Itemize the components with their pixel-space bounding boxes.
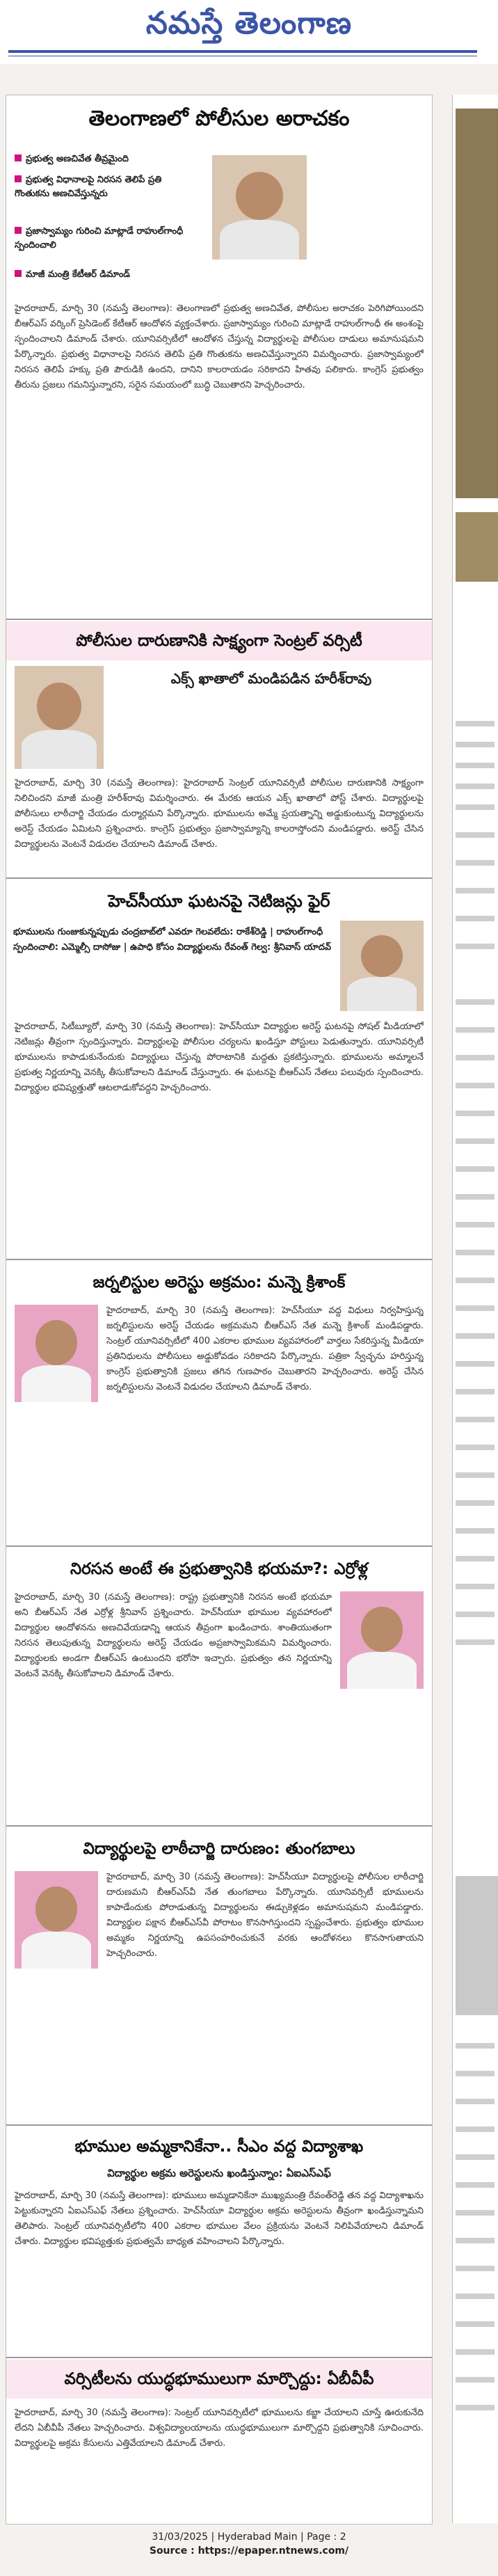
article-body: హైదరాబాద్, సిటీబ్యూరో, మార్చి 30 (నమస్తే తెలంగాణ): హెచ్‌సీయూ విద్యార్థుల అరెస్ట్ ఘటనపై సోషల్ మీడియాలో నెటిజన్లు తీవ్రంగా స్పందిస్తున్నారు. విద్యార్థులపై పోలీసుల చర్యలను ఖండిస్తూ పోస్టులు పెడుతున్నారు. యూనివర్సిటీ భూములను కాపాడుకునేందుకు విద్యార్థులు చేస్తున్న పోరాటానికి మద్దతు ప్రకటిస్తున్నారు. భూములను అమ్మాలనే ప్రభుత్వ నిర్ణయాన్ని వెనక్కి తీసుకోవాలని డిమాండ్ చేస్తున్నారు. ఈ ఘటనపై బీఆర్‌ఎస్ నేతలు పలువురు స్పందించారు. విద్యార్థుల భవిష్యత్తుతో ఆటలాడుకోవద్దని హెచ్చరించారు. xyxy=(15,1021,424,1093)
adjacent-text-line xyxy=(456,999,495,1005)
adjacent-text-line xyxy=(456,784,495,789)
adjacent-text-line xyxy=(456,742,495,747)
article-subheadline: భూములను గుంజుకున్నప్పుడు చంద్రబాబ్‌లో ఎవరూ గెలవలేదు: రాకేశ్‌రెడ్డి | రాహుల్‌గాంధీ స్పందించాలి: ఎమ్మెల్సీ దాసోజు | ఉపాధి కోసం విద్యార్థులను రేవంత్ గెల్వ: శ్రీనివాస్ యాదవ్ xyxy=(13,927,332,953)
article-body: హైదరాబాద్, మార్చి 30 (నమస్తే తెలంగాణ): రాష్ట్ర ప్రభుత్వానికి నిరసన అంటే భయమా అని బీఆర్‌ఎస్ నేత ఎర్రోళ్ల శ్రీనివాస్ ప్రశ్నించారు. హెచ్‌సీయూ భూముల వ్యవహారంలో విద్యార్థుల ఆందోళనను అణచివేయడాన్ని ఆయన తీవ్రంగా ఖండించారు. శాంతియుతంగా నిరసన తెలుపుతున్న విద్యార్థులను అరెస్ట్ చేయడం అప్రజాస్వామికమని విమర్శించారు. విద్యార్థులకు అండగా బీఆర్‌ఎస్ ఉంటుందని భరోసా ఇచ్చారు. ప్రభుత్వం తన నిర్ణయాన్ని వెంటనే వెనక్కి తీసుకోవాలని డిమాండ్ చేశారు. xyxy=(15,1592,332,1679)
bullet-square-icon xyxy=(15,175,22,182)
adjacent-text-line xyxy=(456,1584,495,1589)
adjacent-text-line xyxy=(456,860,495,866)
bullet-square-icon xyxy=(15,154,22,161)
adjacent-text-line xyxy=(456,916,495,921)
footer-edition-info: 31/03/2025 | Hyderabad Main | Page : 2 xyxy=(152,2531,346,2543)
article-subheadline: విద్యార్థుల అక్రమ అరెస్టులను ఖండిస్తున్నాం: ఏఐఎస్‌ఎఫ్ xyxy=(107,2167,331,2179)
article-headline: వర్సిటీలను యుద్ధభూములుగా మార్చొద్దు: ఏబీవీపీ xyxy=(6,2360,432,2399)
adjacent-text-line xyxy=(456,2238,495,2243)
bullet-square-icon xyxy=(15,270,22,277)
adjacent-text-line xyxy=(456,1250,495,1255)
photo-face xyxy=(361,1607,403,1651)
page-footer xyxy=(0,2530,498,2558)
article-krishank xyxy=(6,1262,432,1543)
adjacent-text-line xyxy=(456,2349,495,2355)
adjacent-text-line xyxy=(456,1612,495,1617)
adjacent-text-line xyxy=(456,2182,495,2188)
article-separator xyxy=(6,877,432,879)
adjacent-text-line xyxy=(456,2099,495,2104)
adjacent-text-line xyxy=(456,2266,495,2271)
adjacent-text-line xyxy=(456,1472,495,1478)
article-body: హైదరాబాద్, మార్చి 30 (నమస్తే తెలంగాణ): భూములు అమ్మడానికేనా ముఖ్యమంత్రి రేవంత్‌రెడ్డి తన వద్ద విద్యాశాఖను పెట్టుకున్నారని ఏఐఎస్‌ఎఫ్ నేతలు ప్రశ్నించారు. హెచ్‌సీయూ విద్యార్థుల అక్రమ అరెస్టులను తీవ్రంగా ఖండిస్తున్నామని తెలిపారు. సెంట్రల్ యూనివర్సిటీలోని 400 ఎకరాల భూముల వేలం ప్రక్రియను వెంటనే నిలిపివేయాలని డిమాండ్ చేశారు. విద్యార్థుల భవిష్యత్తుకు ప్రభుత్వమే బాధ్యత వహించాలని పేర్కొన్నారు. xyxy=(15,2191,424,2247)
adjacent-text-line xyxy=(456,1166,495,1172)
adjacent-text-line xyxy=(456,1055,495,1060)
adjacent-text-line xyxy=(456,2126,495,2132)
article-separator xyxy=(6,1259,432,1260)
adjacent-text-line xyxy=(456,2293,495,2299)
article-separator xyxy=(6,2357,432,2358)
article-bullet: మాజీ మంత్రి కేటీఆర్ డిమాండ్ xyxy=(15,268,197,282)
adjacent-text-line xyxy=(456,1528,495,1534)
article-headline: భూముల అమ్మకానికేనా.. సీఎం వద్ద విద్యాశాఖ xyxy=(74,2138,364,2156)
errolla-photo xyxy=(340,1591,424,1689)
adjacent-column-strip xyxy=(452,95,498,2523)
photo-shirt xyxy=(347,977,417,1011)
adjacent-text-line xyxy=(456,1556,495,1561)
adjacent-text-line xyxy=(456,1333,495,1339)
article-harish xyxy=(6,621,432,875)
adjacent-text-line xyxy=(456,1278,495,1283)
masthead xyxy=(0,0,498,64)
adjacent-text-line xyxy=(456,1194,495,1200)
article-bullet: ప్రజాస్వామ్యం గురించి మాట్లాడే రాహుల్‌గాంధీ స్పందించాలి xyxy=(15,226,184,251)
adjacent-text-line xyxy=(456,888,495,893)
masthead-title: నమస్తే తెలంగాణ xyxy=(145,6,353,41)
photo-shirt xyxy=(22,1365,92,1402)
bullet-square-icon xyxy=(15,227,22,234)
article-ktr xyxy=(6,95,432,617)
adjacent-photo xyxy=(456,512,498,582)
photo-face xyxy=(37,683,81,730)
article-tungabalu xyxy=(6,1828,432,2122)
adjacent-text-line xyxy=(456,804,495,810)
article-subheadline: ఎక్స్ ఖాతాలో మండిపడిన హరీశ్‌రావు xyxy=(170,670,372,687)
masthead-rule xyxy=(8,50,477,53)
adjacent-photo xyxy=(456,109,498,498)
adjacent-text-line xyxy=(456,2154,495,2160)
adjacent-text-line xyxy=(456,1222,495,1227)
article-separator xyxy=(6,2124,432,2126)
adjacent-text-line xyxy=(456,832,495,838)
article-separator xyxy=(6,619,432,620)
article-bullet: ప్రభుత్వ అణచివేత తీవ్రమైంది xyxy=(15,152,197,166)
photo-shirt xyxy=(22,1932,92,1969)
photo-face xyxy=(236,172,283,220)
article-abvp xyxy=(6,2360,432,2521)
adjacent-text-line xyxy=(456,2377,495,2383)
article-body: హైదరాబాద్, మార్చి 30 (నమస్తే తెలంగాణ): హైదరాబాద్ సెంట్రల్ యూనివర్సిటీ పోలీసుల దారుణానికి సాక్ష్యంగా నిలిచిందని మాజీ మంత్రి హరీశ్‌రావు విమర్శించారు. ఈ మేరకు ఆయన ఎక్స్ ఖాతాలో పోస్ట్ చేశారు. విద్యార్థులపై పోలీసులు లాఠీచార్జి చేయడం దుర్మార్గమని పేర్కొన్నారు. భూములను అమ్మే ప్రయత్నాన్ని అడ్డుకుంటున్న విద్యార్థులను అరెస్ట్ చేయడం ఏమిటని ప్రశ్నించారు. కాంగ్రెస్ ప్రభుత్వం ప్రజాస్వామ్యాన్ని కాలరాస్తోందని మండిపడ్డారు. అరెస్ట్ చేసిన విద్యార్థులను వెంటనే విడుదల చేయాలని డిమాండ్ చేశారు. xyxy=(15,778,424,850)
adjacent-photo xyxy=(456,1876,498,2015)
adjacent-text-line xyxy=(456,2043,495,2049)
adjacent-text-line xyxy=(456,1138,495,1144)
article-headline: నిరసన అంటే ఈ ప్రభుత్వానికి భయమా?: ఎర్రోళ్ల xyxy=(70,1560,369,1578)
rakesh-reddy-photo xyxy=(340,921,424,1011)
adjacent-text-line xyxy=(456,2321,495,2327)
tungabalu-photo xyxy=(15,1871,98,1969)
article-netizens xyxy=(6,880,432,1256)
adjacent-text-line xyxy=(456,1027,495,1033)
article-headline: జర్నలిస్టుల అరెస్టు అక్రమం: మన్నె క్రిశాంక్ xyxy=(93,1273,346,1291)
adjacent-text-line xyxy=(456,2071,495,2076)
adjacent-text-line xyxy=(456,1111,495,1116)
adjacent-text-line xyxy=(456,1389,495,1394)
ktr-photo xyxy=(212,155,307,260)
krishank-photo xyxy=(15,1305,98,1402)
article-body: హైదరాబాద్, మార్చి 30 (నమస్తే తెలంగాణ): తెలంగాణలో ప్రభుత్వ అణచివేత, పోలీసుల అరాచకం పెరిగిపోయిందని బీఆర్‌ఎస్ వర్కింగ్ ప్రెసిడెంట్ కేటీఆర్ ఆందోళన వ్యక్తంచేశారు. ప్రజాస్వామ్యం గురించి మాట్లాడే రాహుల్‌గాంధీ ఈ అంశంపై స్పందించాలని డిమాండ్ చేశారు. యూనివర్సిటీలో ఆందోళన చేస్తున్న విద్యార్థులపై పోలీసుల దాడులు అమానుషమని పేర్కొన్నారు. ప్రభుత్వ విధానాలపై నిరసన తెలిపే ప్రతి గొంతుకను అణచివేస్తున్నారని విమర్శించారు. ప్రజాస్వామ్యంలో నిరసన తెలిపే హక్కు ప్రతి పౌరుడికి ఉందని, దానిని కాలరాయడం సరికాదని హితవు పలికారు. కాంగ్రెస్ ప్రభుత్వం తీరును ప్రజలు గమనిస్తున్నారని, సరైన సమయంలో బుద్ధి చెబుతారని హెచ్చరించారు. xyxy=(15,303,424,390)
harish-photo xyxy=(15,666,104,769)
adjacent-text-line xyxy=(456,763,495,768)
article-headline: తెలంగాణలో పోలీసుల అరాచకం xyxy=(88,106,350,131)
photo-shirt xyxy=(22,730,97,769)
adjacent-text-line xyxy=(456,2210,495,2216)
article-body: హైదరాబాద్, మార్చి 30 (నమస్తే తెలంగాణ): హెచ్‌సీయూ విద్యార్థులపై పోలీసుల లాఠీచార్జి దారుణమని బీఆర్‌ఎస్‌వీ నేత తుంగబాలు పేర్కొన్నారు. యూనివర్సిటీ భూములను కాపాడేందుకు పోరాడుతున్న విద్యార్థులను ఈడ్చుకెళ్లడం అమానుషమని మండిపడ్డారు. విద్యార్థుల పక్షాన బీఆర్‌ఎస్‌వీ పోరాటం కొనసాగిస్తుందని స్పష్టంచేశారు. ప్రభుత్వం భూముల అమ్మకం నిర్ణయాన్ని ఉపసంహరించుకునే వరకు ఆందోళనలు కొనసాగుతాయని హెచ్చరించారు. xyxy=(106,1872,424,1959)
adjacent-text-line xyxy=(456,1445,495,1450)
adjacent-text-line xyxy=(456,1639,495,1645)
adjacent-text-line xyxy=(456,1361,495,1367)
adjacent-text-line xyxy=(456,944,495,949)
photo-shirt xyxy=(347,1652,417,1689)
article-body: హైదరాబాద్, మార్చి 30 (నమస్తే తెలంగాణ): సెంట్రల్ యూనివర్సిటీలో భూములను కబ్జా చేయాలని చూస్తే ఊరుకునేది లేదని ఏబీవీపీ నేతలు హెచ్చరించారు. విశ్వవిద్యాలయాలను యుద్ధభూములుగా మార్చొద్దని ప్రభుత్వానికి సూచించారు. విద్యార్థులపై అక్రమ కేసులను ఎత్తివేయాలని డిమాండ్ చేశారు. xyxy=(15,2408,424,2449)
article-headline: విద్యార్థులపై లాఠీచార్జి దారుణం: తుంగబాలు xyxy=(83,1840,355,1858)
adjacent-text-line xyxy=(456,1500,495,1506)
adjacent-text-line xyxy=(456,721,495,726)
adjacent-text-line xyxy=(456,1305,495,1311)
photo-face xyxy=(361,935,403,977)
article-aisf xyxy=(6,2127,432,2354)
article-headline: పోలీసుల దారుణానికి సాక్ష్యంగా సెంట్రల్ వర్సిటీ xyxy=(6,621,432,660)
adjacent-text-line xyxy=(456,2405,495,2410)
article-separator xyxy=(6,1825,432,1827)
photo-face xyxy=(35,1320,77,1365)
article-body: హైదరాబాద్, మార్చి 30 (నమస్తే తెలంగాణ): హెచ్‌సీయూ వద్ద విధులు నిర్వహిస్తున్న జర్నలిస్టులను అరెస్ట్ చేయడం అక్రమమని బీఆర్‌ఎస్ నేత మన్నె క్రిశాంక్ మండిపడ్డారు. సెంట్రల్ యూనివర్సిటీలో 400 ఎకరాల భూముల వ్యవహారంలో వార్తలు సేకరిస్తున్న మీడియా ప్రతినిధులను పోలీసులు అడ్డుకోవడం సరికాదని పేర్కొన్నారు. పత్రికా స్వేచ్ఛను హరిస్తున్న కాంగ్రెస్ ప్రభుత్వానికి ప్రజలు తగిన గుణపాఠం చెబుతారని హెచ్చరించారు. అరెస్ట్ చేసిన జర్నలిస్టులను వెంటనే విడుదల చేయాలని డిమాండ్ చేశారు. xyxy=(106,1305,424,1392)
article-separator xyxy=(6,1545,432,1547)
article-errolla xyxy=(6,1548,432,1822)
adjacent-text-line xyxy=(456,1417,495,1422)
main-column xyxy=(6,95,433,2525)
footer-source-link[interactable]: Source : https://epaper.ntnews.com/ xyxy=(149,2545,349,2557)
photo-face xyxy=(35,1886,77,1931)
adjacent-text-line xyxy=(456,1083,495,1088)
photo-shirt xyxy=(220,220,299,260)
article-bullet: ప్రభుత్వ విధానాలపై నిరసన తెలిపే ప్రతి గొంతుకను అణచివేస్తున్నరు xyxy=(15,175,162,199)
article-headline: హెచ్‌సీయూ ఘటనపై నెటిజన్లు ఫైర్ xyxy=(108,891,330,911)
